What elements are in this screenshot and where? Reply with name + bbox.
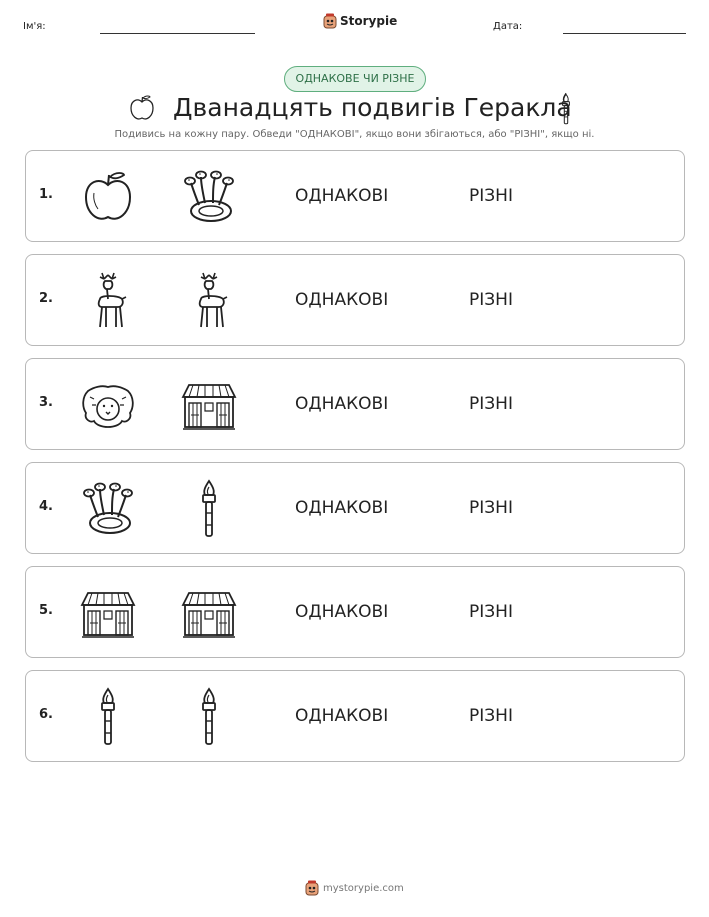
deer-icon <box>179 271 239 331</box>
exercise-row <box>25 254 685 346</box>
brand-name: Storypie <box>340 14 398 28</box>
name-field-line[interactable] <box>100 33 255 34</box>
different-option[interactable]: РІЗНІ <box>469 706 513 726</box>
name-label: Ім'я: <box>23 21 46 32</box>
same-option[interactable]: ОДНАКОВІ <box>295 290 389 310</box>
same-option[interactable]: ОДНАКОВІ <box>295 394 389 414</box>
torch-icon <box>179 479 239 539</box>
row-number: 4. <box>39 499 53 514</box>
exercise-row <box>25 150 685 242</box>
torch-icon <box>78 687 138 747</box>
apple-icon <box>127 92 157 128</box>
same-option[interactable]: ОДНАКОВІ <box>295 498 389 518</box>
same-option[interactable]: ОДНАКОВІ <box>295 706 389 726</box>
different-option[interactable]: РІЗНІ <box>469 498 513 518</box>
same-option[interactable]: ОДНАКОВІ <box>295 602 389 622</box>
storypie-mascot-icon <box>305 880 319 896</box>
footer <box>305 880 404 896</box>
deer-icon <box>78 271 138 331</box>
hydra-icon <box>78 479 138 539</box>
row-number: 3. <box>39 395 53 410</box>
stable-icon <box>179 583 239 643</box>
row-number: 2. <box>39 291 53 306</box>
apple-icon <box>78 167 138 227</box>
row-number: 1. <box>39 187 53 202</box>
different-option[interactable]: РІЗНІ <box>469 186 513 206</box>
date-field-line[interactable] <box>563 33 686 34</box>
date-label: Дата: <box>493 21 523 32</box>
instructions: Подивись на кожну пару. Обведи "ОДНАКОВІ", якщо вони збігаються, або "РІЗНІ", якщо ні. <box>114 129 595 140</box>
page-title: Дванадцять подвигів Геракла <box>173 93 572 122</box>
stable-icon <box>179 375 239 435</box>
exercise-row <box>25 358 685 450</box>
storypie-mascot-icon <box>323 13 337 29</box>
storypie-logo <box>323 13 397 29</box>
exercise-row <box>25 566 685 658</box>
worksheet-type-badge: ОДНАКОВЕ ЧИ РІЗНЕ <box>284 66 426 92</box>
footer-url: mystorypie.com <box>323 882 404 894</box>
different-option[interactable]: РІЗНІ <box>469 394 513 414</box>
title-row <box>0 90 709 130</box>
torch-icon <box>559 92 573 130</box>
row-number: 5. <box>39 603 53 618</box>
exercise-row <box>25 462 685 554</box>
lion-pelt-icon <box>78 375 138 435</box>
different-option[interactable]: РІЗНІ <box>469 290 513 310</box>
torch-icon <box>179 687 239 747</box>
stable-icon <box>78 583 138 643</box>
exercise-row <box>25 670 685 762</box>
row-number: 6. <box>39 707 53 722</box>
hydra-icon <box>179 167 239 227</box>
same-option[interactable]: ОДНАКОВІ <box>295 186 389 206</box>
different-option[interactable]: РІЗНІ <box>469 602 513 622</box>
